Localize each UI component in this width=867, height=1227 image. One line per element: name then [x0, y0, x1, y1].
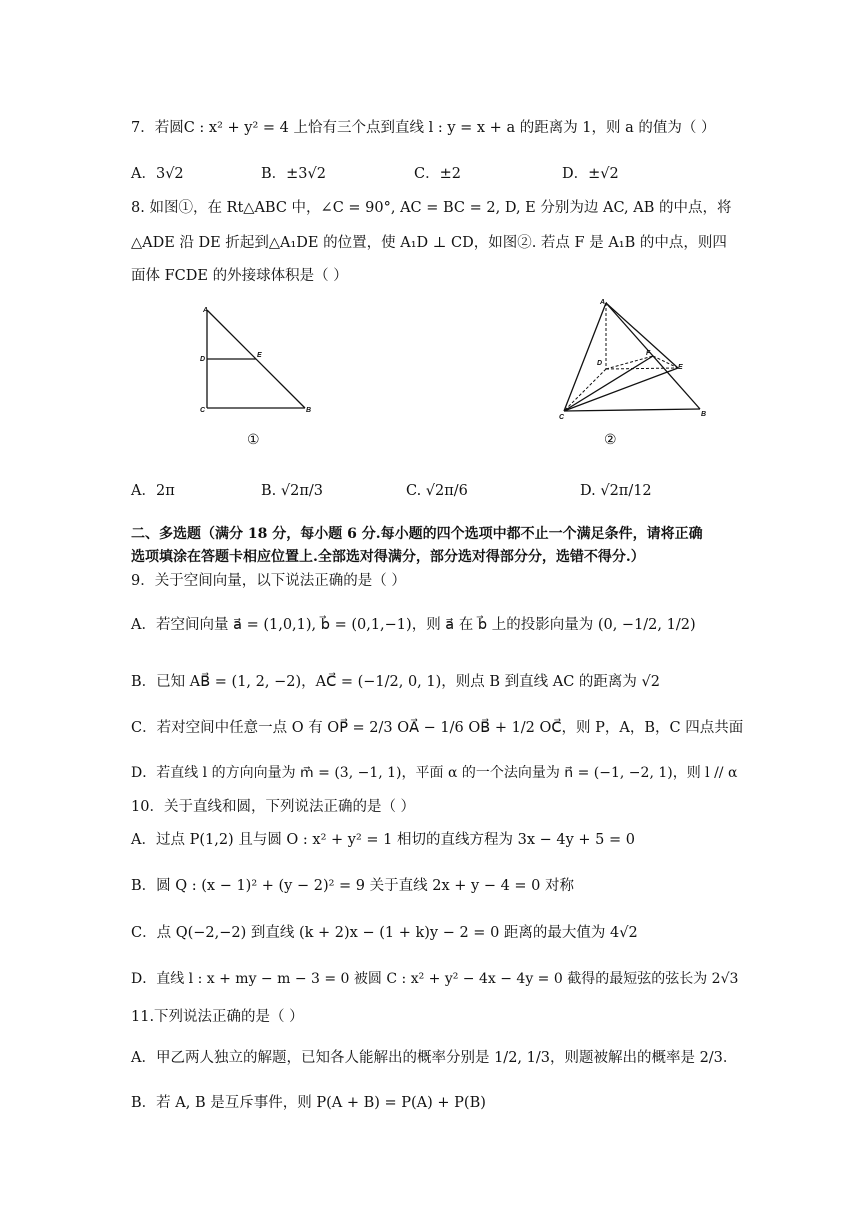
q11-option-a: A．甲乙两人独立的解题，已知各人能解出的概率分别是 1/2, 1/3，则题被解出的概率是 2/3． — [131, 1050, 738, 1066]
q8-line3: 面体 FCDE 的外接球体积是（ ） — [131, 268, 348, 284]
q8-option-a: A．2π — [131, 483, 175, 499]
q10-option-c: C．点 Q(−2,−2) 到直线 (k + 2)x − (1 + k)y − 2 = 0 距离的最大值为 4√2 — [131, 925, 638, 941]
edge-dc — [564, 369, 606, 411]
q8-option-c: C. √2π/6 — [406, 483, 468, 499]
q9-option-c: C．若对空间中任意一点 O 有 OP⃗ = 2/3 OA⃗ − 1/6 OB⃗ + 1/2 OC⃗，则 P，A，B，C 四点共面 — [131, 720, 744, 736]
figure-2-tetrahedron — [555, 295, 715, 425]
label-a: A — [203, 307, 209, 314]
q11-option-b: B．若 A, B 是互斥事件，则 P(A + B) = P(A) + P(B) — [131, 1095, 486, 1111]
label-c: C — [200, 407, 206, 414]
edge-df — [606, 356, 653, 369]
edge-cb — [564, 409, 700, 411]
edge-a1e — [606, 303, 678, 368]
q7-option-b: B．±3√2 — [261, 166, 326, 182]
q8-option-b: B. √2π/3 — [261, 483, 323, 499]
edge-a1c — [564, 303, 606, 411]
q8-line1: 8. 如图①，在 Rt△ABC 中，∠C = 90°, AC = BC = 2, D, E 分别为边 AC, AB 的中点，将 — [131, 200, 732, 216]
q9-option-d: D．若直线 l 的方向向量为 m⃗ = (3, −1, 1)，平面 α 的一个法向量为 n⃗ = (−1, −2, 1)，则 l // α — [131, 765, 738, 781]
q8-option-d: D. √2π/12 — [580, 483, 652, 499]
q9-option-a: A．若空间向量 a⃗ = (1,0,1), b⃗ = (0,1,−1)，则 a⃗ 在 b⃗ 上的投影向量为 (0, −1/2, 1/2) — [131, 617, 696, 633]
q9-stem: 9．关于空间向量，以下说法正确的是（ ） — [131, 573, 406, 589]
label-d2: D — [597, 360, 603, 367]
figure-1-caption: ① — [247, 432, 260, 448]
q10-option-a: A．过点 P(1,2) 且与圆 O : x² + y² = 1 相切的直线方程为 3x − 4y + 5 = 0 — [131, 832, 635, 848]
figure-1-triangle — [195, 300, 320, 420]
q7-option-a: A．3√2 — [131, 166, 184, 182]
edge-ce — [564, 368, 678, 411]
q7-option-d: D．±√2 — [562, 166, 619, 182]
label-e2: E — [678, 364, 683, 371]
label-d: D — [200, 356, 206, 363]
q11-stem: 11.下列说法正确的是（ ） — [131, 1009, 304, 1025]
q10-option-d: D．直线 l : x + my − m − 3 = 0 被圆 C : x² + y² − 4x − 4y = 0 截得的最短弦的弦长为 2√3 — [131, 971, 739, 987]
edge-fe — [653, 356, 678, 368]
label-b: B — [306, 407, 312, 414]
q7-option-c: C．±2 — [414, 166, 461, 182]
label-f: F — [646, 350, 651, 357]
label-e: E — [257, 352, 262, 359]
q9-option-b: B．已知 AB⃗ = (1, 2, −2)，AC⃗ = (−1/2, 0, 1)，则点 B 到直线 AC 的距离为 √2 — [131, 674, 661, 690]
label-a1: A₁ — [600, 299, 608, 306]
edge-cf — [564, 356, 653, 411]
label-c2: C — [559, 414, 565, 421]
figure-2-caption: ② — [604, 432, 617, 448]
q10-stem: 10．关于直线和圆，下列说法正确的是（ ） — [131, 799, 416, 815]
edge-de — [606, 368, 678, 369]
q8-line2: △ADE 沿 DE 折起到△A₁DE 的位置，使 A₁D ⊥ CD，如图②. 若点 F 是 A₁B 的中点，则四 — [131, 235, 727, 251]
q10-option-b: B．圆 Q : (x − 1)² + (y − 2)² = 9 关于直线 2x + y − 4 = 0 对称 — [131, 878, 574, 894]
section2-line2: 选项填涂在答题卡相应位置上.全部选对得满分，部分选对得部分分，选错不得分.） — [131, 549, 645, 565]
section2-line1: 二、多选题（满分 18 分，每小题 6 分.每小题的四个选项中都不止一个满足条件，请将正确 — [131, 526, 703, 542]
label-b2: B — [701, 411, 707, 418]
q7-stem: 7．若圆C : x² + y² = 4 上恰有三个点到直线 l : y = x + a 的距离为 1，则 a 的值为（ ） — [131, 120, 716, 136]
